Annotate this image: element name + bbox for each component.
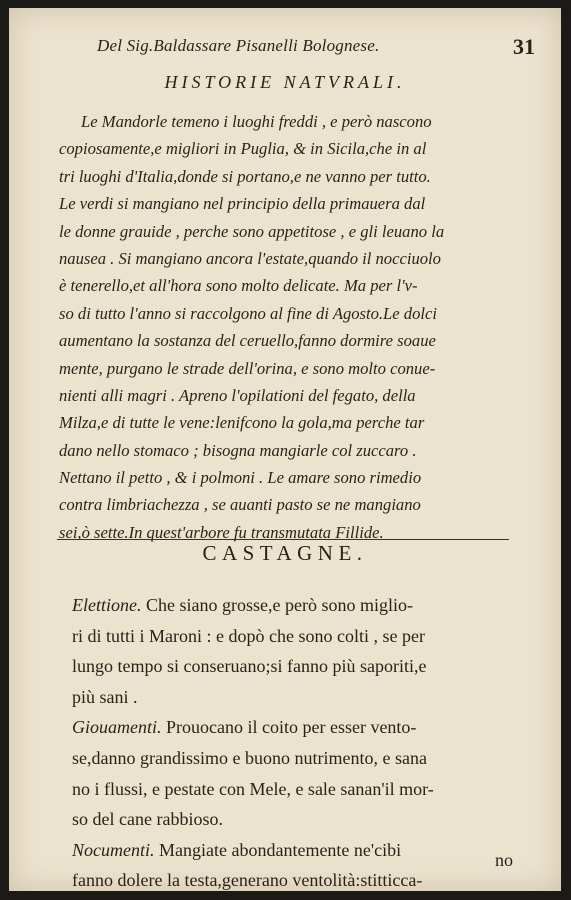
section-divider xyxy=(57,539,509,540)
line-text: se,danno grandissimo e buono nutrimento, e sana xyxy=(72,747,427,768)
text-line: contra limbriachezza , se auanti pasto se ne mangiano xyxy=(59,495,421,515)
catchword: no xyxy=(495,850,513,870)
castagne-heading: CASTAGNE. xyxy=(202,541,368,565)
text-line xyxy=(72,804,532,835)
almond-paragraph xyxy=(59,108,524,546)
subhead-elettione: Elettione. xyxy=(72,595,142,615)
text-line xyxy=(72,590,532,621)
page-header xyxy=(9,34,561,62)
text-line xyxy=(72,835,532,866)
text-line: dano nello stomaco ; bisogna mangiarle col zuccaro . xyxy=(59,440,417,460)
line-text: Prouocano il coito per esser vento- xyxy=(161,717,417,738)
line-text: Che siano grosse,e però sono miglio- xyxy=(141,595,413,615)
text-line xyxy=(72,682,532,713)
text-line xyxy=(72,865,532,891)
text-line: è tenerello,et all'hora sono molto delicate. Ma per l'v- xyxy=(59,276,418,296)
text-line: sei,ò sette.In quest'arbore fu transmutata Fillide. xyxy=(59,522,384,542)
line-text: no i flussi, e pestate con Mele, e sale sanan'il mor- xyxy=(72,778,434,799)
text-line: Le verdi si mangiano nel principio della primauera dal xyxy=(59,194,426,214)
text-line: nausea . Si mangiano ancora l'estate,quando il nocciuolo xyxy=(59,248,441,268)
text-line xyxy=(72,651,532,682)
text-line: Nettano il petto , & i polmoni . Le amare sono rimedio xyxy=(59,468,422,488)
text-line xyxy=(72,774,532,805)
text-line xyxy=(72,712,532,743)
running-title: Del Sig.Baldassare Pisanelli Bolognese. xyxy=(97,36,380,55)
text-line: so di tutto l'anno si raccolgono al fine di Agosto.Le dolci xyxy=(59,303,437,323)
text-line: mente, purgano le strade dell'orina, e sono molto conue- xyxy=(59,358,436,378)
text-line xyxy=(72,621,532,652)
line-text: so del cane rabbioso. xyxy=(72,809,223,830)
subhead-giouamenti: Giouamenti. xyxy=(72,717,162,738)
castagne-paragraphs xyxy=(72,590,532,891)
line-text: fanno dolere la testa,generano ventolità:stitticca- xyxy=(72,870,423,891)
line-text: Mangiate abondantemente ne'cibi xyxy=(154,839,402,860)
text-line: le donne grauide , perche sono appetitose , e gli leuano la xyxy=(59,221,445,241)
page-number: 31 xyxy=(513,34,535,59)
text-line: Le Mandorle temeno i luoghi freddi , e però nascono xyxy=(81,112,432,131)
text-line xyxy=(72,743,532,774)
line-text: ri di tutti i Maroni : e dopò che sono colti , se per xyxy=(72,625,425,646)
line-text: più sani . xyxy=(72,686,138,707)
book-page xyxy=(9,8,561,891)
text-line: aumentano la sostanza del ceruello,fanno dormire soaue xyxy=(59,331,436,351)
line-text: lungo tempo si conseruano;si fanno più saporiti,e xyxy=(72,656,427,677)
text-line: nienti alli magri . Apreno l'opilationi del fegato, della xyxy=(59,385,416,405)
section-heading: HISTORIE NATVRALI. xyxy=(164,72,406,92)
text-line: tri luoghi d'Italia,donde si portano,e ne vanno per tutto. xyxy=(59,166,431,186)
text-line: Milza,e di tutte le vene:lenifcono la gola,ma perche tar xyxy=(59,413,425,433)
text-line: copiosamente,e migliori in Puglia, & in Sicila,che in al xyxy=(59,139,427,159)
subhead-nocumenti: Nocumenti. xyxy=(72,839,155,860)
